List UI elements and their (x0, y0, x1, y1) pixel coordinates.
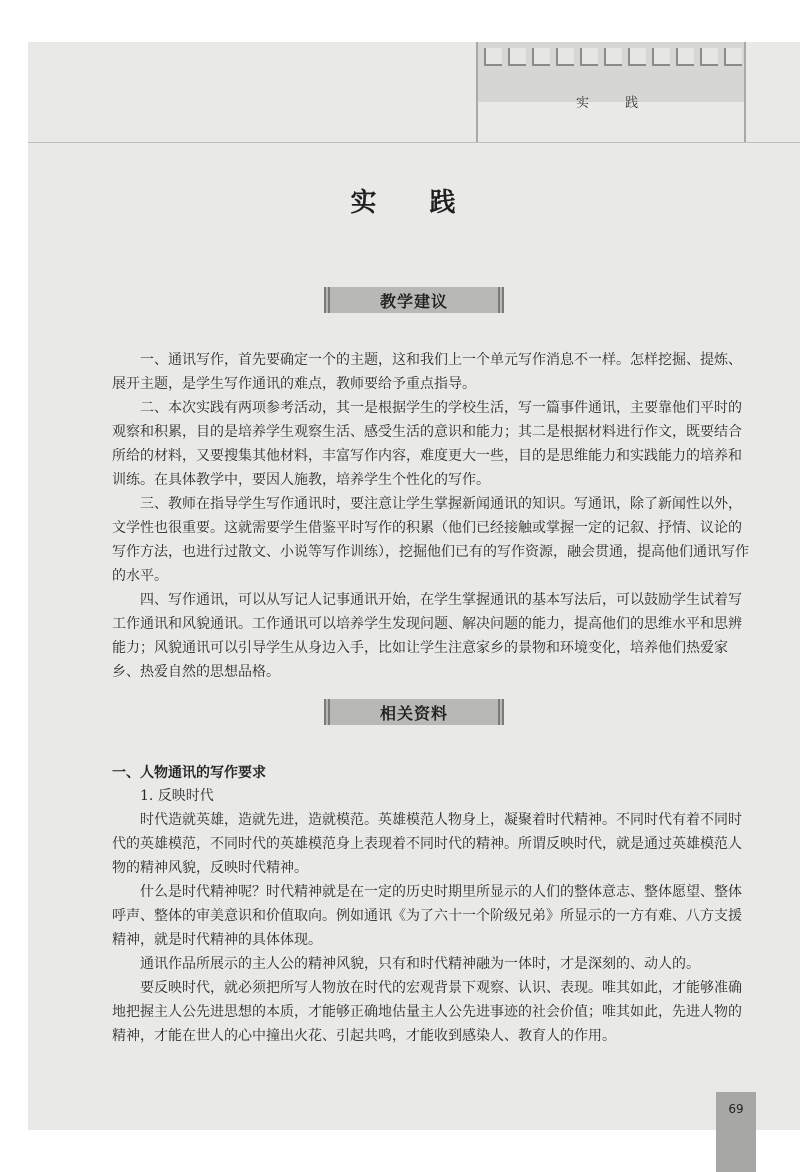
paragraph: 要反映时代，就必须把所写人物放在时代的宏观背景下观察、认识、表现。唯其如此，才能够准确地把握主人公先进思想的本质，才能够正确地估量主人公先进事迹的社会价值；唯其如此，先进人物的精神，才能在世人的心中撞出火花、引起共鸣，才能收到感染人、教育人的作用。 (112, 980, 742, 1044)
paragraph: 三、教师在指导学生写作通讯时，要注意让学生掌握新闻通讯的知识。写通讯，除了新闻性以外，文学性也很重要。这就需要学生借鉴平时写作的积累（他们已经接触或掌握一定的记叙、抒情、议论的写作方法，也进行过散文、小说等写作训练），挖掘他们已有的写作资源，融会贯通，提高他们通讯写作的水平。 (112, 496, 749, 584)
paragraph: 四、写作通讯，可以从写记人记事通讯开始，在学生掌握通讯的基本写法后，可以鼓励学生试着写工作通讯和风貌通讯。工作通讯可以培养学生发现问题、解决问题的能力，提高他们的思维水平和思辨能力；风貌通讯可以引导学生从身边入手，比如让学生注意家乡的景物和环境变化，培养他们热爱家乡、热爱自然的思想品格。 (112, 592, 742, 680)
page-title: 实 践 (350, 188, 478, 218)
paragraph: 二、本次实践有两项参考活动，其一是根据学生的学校生活，写一篇事件通讯，主要靠他们平时的观察和积累，目的是培养学生观察生活、感受生活的意识和能力；其二是根据材料进行作文，既要结合所给的材料，又要搜集其他材料，丰富写作内容，难度更大一些，目的是思维能力和实践能力的培养和训练。在具体教学中，要因人施教，培养学生个性化的写作。 (112, 400, 742, 488)
page (28, 42, 800, 1130)
teaching-suggestions (112, 348, 752, 684)
section-heading-materials (28, 698, 800, 726)
paragraph: 时代造就英雄，造就先进，造就模范。英雄模范人物身上，凝聚着时代精神。不同时代有着不同时代的英雄模范，不同时代的英雄模范身上表现着不同时代的精神。所谓反映时代，就是通过英雄模范人物的精神风貌，反映时代精神。 (112, 812, 742, 876)
section-heading-label: 相关资料 (379, 703, 448, 723)
paragraph: 通讯作品所展示的主人公的精神风貌，只有和时代精神融为一体时，才是深刻的、动人的。 (140, 956, 700, 972)
header-divider-right (744, 42, 746, 142)
header-rule (28, 142, 800, 143)
subheading: 一、人物通讯的写作要求 (112, 765, 266, 781)
paragraph: 什么是时代精神呢？时代精神就是在一定的历史时期里所显示的人们的整体意志、整体愿望、整体呼声、整体的审美意识和价值取向。例如通讯《为了六十一个阶级兄弟》所显示的一方有难、八方支援精神，就是时代精神的具体体现。 (112, 884, 742, 948)
point-heading: 1. 反映时代 (140, 788, 214, 804)
related-materials (112, 784, 752, 1048)
paragraph: 一、通讯写作，首先要确定一个的主题，这和我们上一个单元写作消息不一样。怎样挖掘、提炼、展开主题，是学生写作通讯的难点，教师要给予重点指导。 (112, 352, 742, 392)
section-heading-teaching (28, 286, 800, 314)
header-divider-left (476, 42, 478, 142)
running-header: 实 践 (576, 96, 655, 111)
page-number: 69 (728, 1102, 744, 1116)
section-heading-label: 教学建议 (379, 291, 448, 311)
